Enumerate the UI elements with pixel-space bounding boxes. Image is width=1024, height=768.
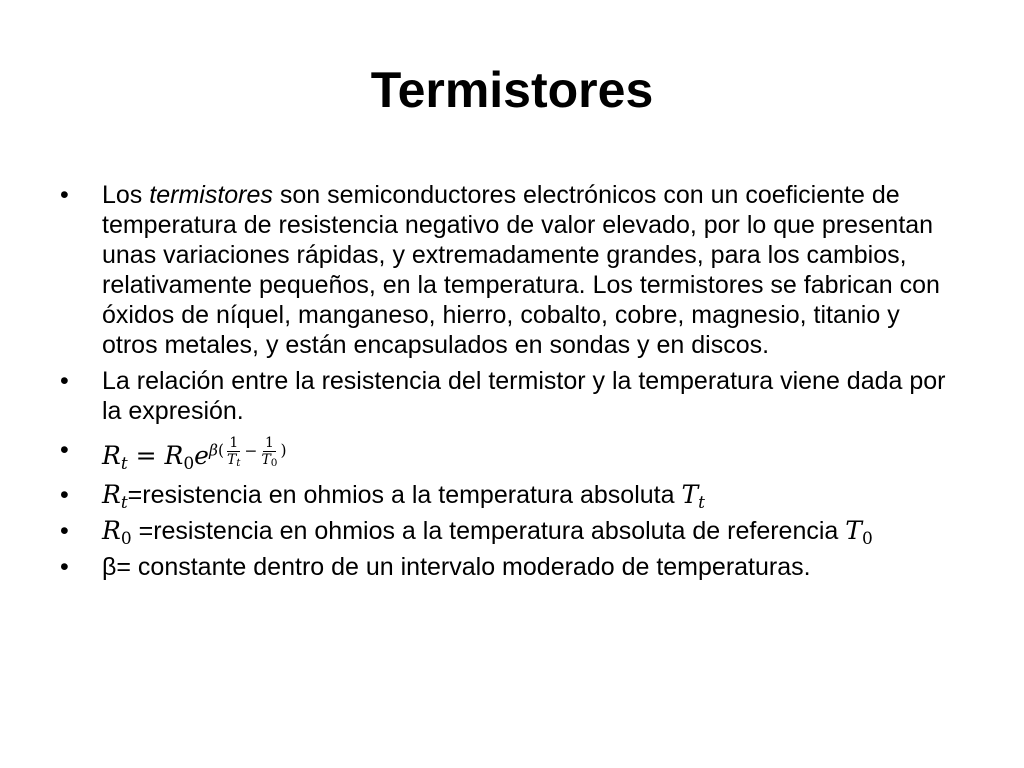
- formula: [102, 435, 287, 474]
- bullet-dot-icon: •: [60, 181, 69, 209]
- frac-T: T: [227, 451, 237, 468]
- tt-sub: t: [698, 493, 705, 513]
- description-text-emphasis: termistores: [149, 181, 273, 209]
- rt-sub: t: [120, 493, 128, 513]
- r0-definition-text: =resistencia en ohmios a la temperatura absoluta de referencia: [131, 517, 846, 546]
- rt-symbol: R: [102, 480, 121, 510]
- formula-beta: β: [208, 441, 218, 460]
- bullet-dot-icon: •: [60, 436, 69, 464]
- formula-equals: =: [127, 441, 165, 471]
- formula-sub-0: 0: [183, 454, 195, 474]
- formula-exponent: [209, 436, 287, 467]
- formula-frac-t0: [260, 436, 280, 467]
- bullet-dot-icon: •: [60, 553, 69, 582]
- formula-frac-tt: [225, 436, 243, 467]
- bullet-list: [60, 180, 960, 588]
- t0-symbol: T: [845, 516, 862, 546]
- beta-definition-text: β= constante dentro de un intervalo moderado de temperaturas.: [102, 553, 811, 582]
- frac-num: 1: [229, 435, 239, 451]
- bullet-item-formula: [60, 432, 960, 474]
- bullet-item-description: [60, 180, 960, 360]
- formula-minus: −: [244, 441, 258, 460]
- frac-sub-t: t: [236, 456, 241, 469]
- bullet-item-r0-definition: [60, 516, 960, 549]
- frac-num: 1: [265, 435, 274, 451]
- frac-den: [260, 452, 280, 468]
- bullet-dot-icon: •: [60, 481, 69, 510]
- description-text-post: son semiconductores electrónicos con un coeficiente de temperatura de resistencia negativo de valor elevado, por lo que presentan unas variaciones rápidas, y extremadamente grandes, para los cambios, relativamente pequeños, en la temperatura. Los termistores se fabrican con óxidos de níquel, manganeso, hierro, cobalto, cobre, magnesio, titanio y otros metales, y están encapsulados en sondas y en discos.: [102, 181, 940, 359]
- bullet-item-beta-definition: [60, 552, 960, 582]
- formula-rparen: ): [280, 441, 287, 460]
- frac-den: [225, 452, 243, 468]
- frac-sub-0: 0: [270, 456, 278, 469]
- bullet-dot-icon: •: [60, 367, 69, 395]
- formula-sub-t: t: [120, 454, 128, 474]
- bullet-dot-icon: •: [60, 517, 69, 546]
- slide-title: Termistores: [370, 62, 654, 118]
- formula-r: R: [102, 441, 121, 471]
- relation-text: La relación entre la resistencia del termistor y la temperatura viene dada por la expresión.: [102, 367, 946, 425]
- formula-e: e: [194, 441, 209, 471]
- rt-definition-text: =resistencia en ohmios a la temperatura absoluta: [127, 481, 682, 510]
- description-text-pre: Los: [102, 181, 150, 209]
- formula-r0: R: [164, 441, 184, 471]
- bullet-item-rt-definition: [60, 480, 960, 513]
- formula-lparen: (: [217, 441, 224, 460]
- tt-symbol: T: [681, 480, 699, 510]
- frac-T: T: [261, 451, 271, 468]
- t0-sub: 0: [861, 529, 873, 549]
- r0-symbol: R: [102, 516, 121, 546]
- bullet-item-relation: [60, 366, 960, 426]
- r0-sub: 0: [120, 529, 132, 549]
